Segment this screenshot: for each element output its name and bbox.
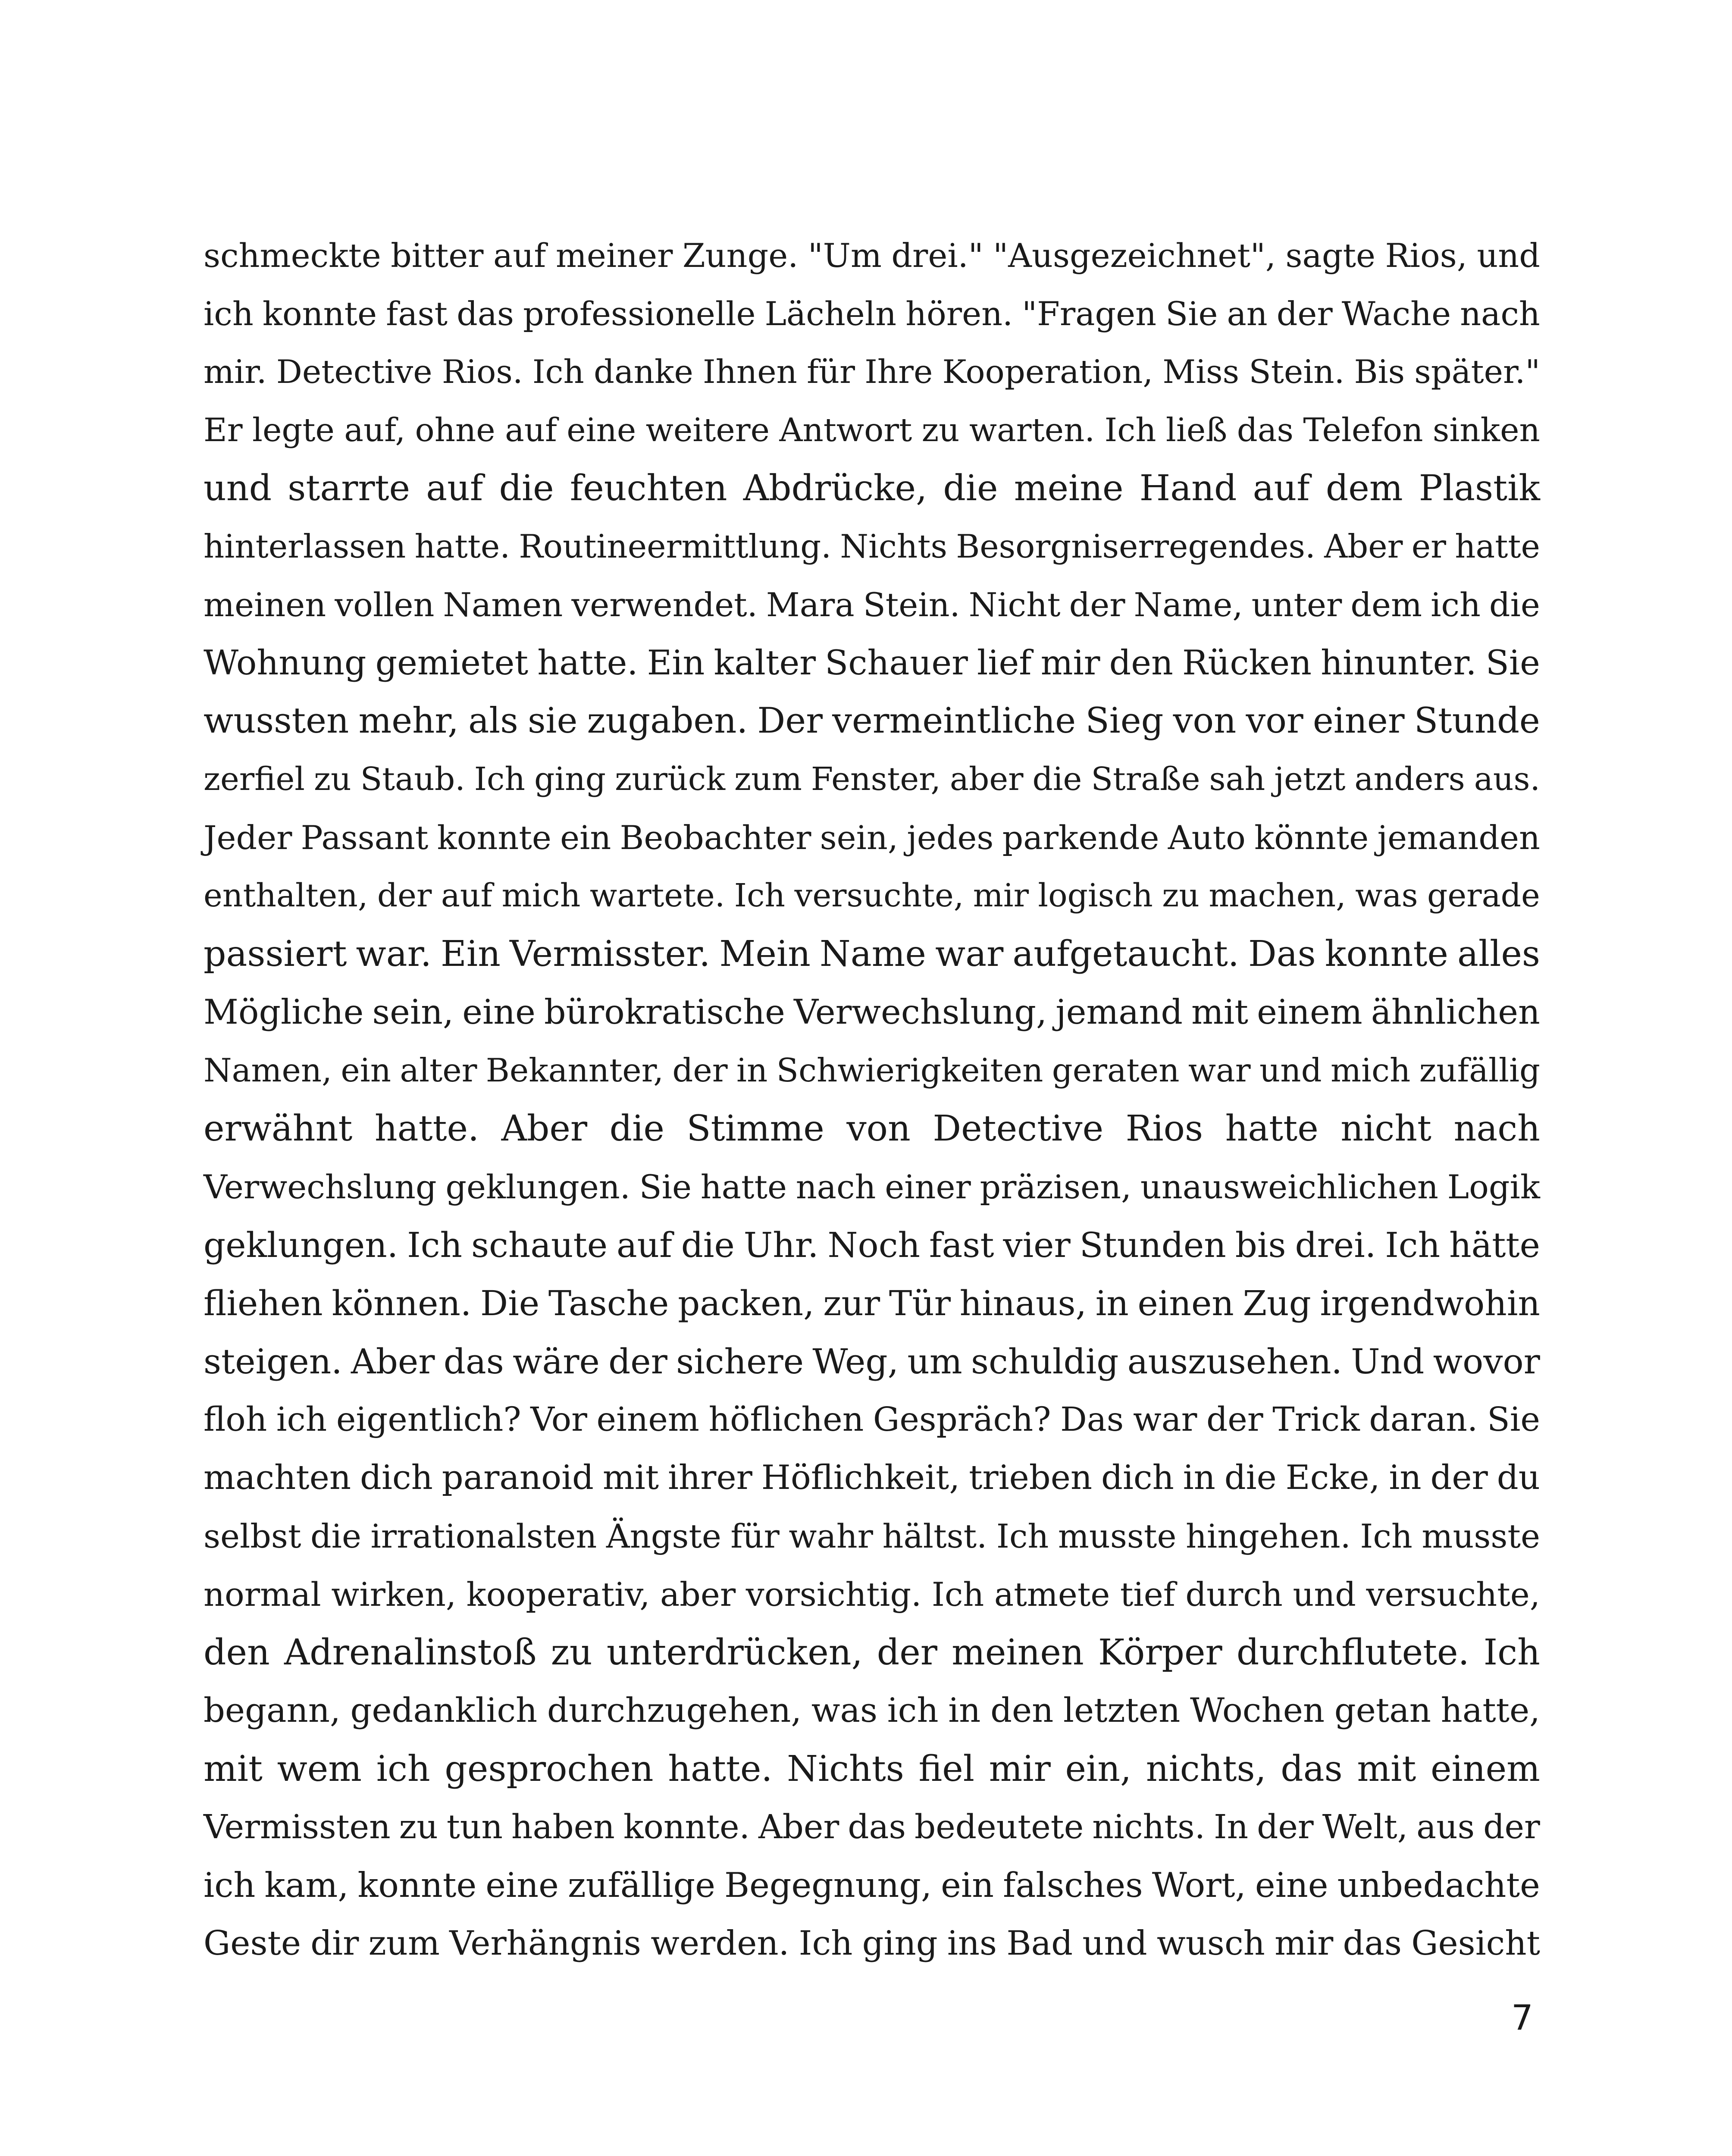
text-line: Jeder Passant konnte ein Beobachter sein, jedes parkende Auto könnte jemanden	[204, 818, 1540, 857]
text-line: begann, gedanklich durchzugehen, was ich in den letzten Wochen getan hatte,	[204, 1691, 1540, 1730]
text-line: floh ich eigentlich? Vor einem höflichen Gespräch? Das war der Trick daran. Sie	[204, 1401, 1540, 1439]
body-text	[204, 226, 1540, 1973]
text-line: Namen, ein alter Bekannter, der in Schwierigkeiten geraten war und mich zufällig	[204, 1051, 1540, 1089]
text-line: mit wem ich gesprochen hatte. Nichts fiel mir ein, nichts, das mit einem	[204, 1749, 1540, 1789]
text-line: ich kam, konnte eine zufällige Begegnung, ein falsches Wort, eine unbedachte	[204, 1865, 1540, 1905]
text-line: wussten mehr, als sie zugaben. Der vermeintliche Sieg von vor einer Stunde	[204, 701, 1540, 741]
text-line: enthalten, der auf mich wartete. Ich versuchte, mir logisch zu machen, was gerade	[204, 877, 1540, 914]
text-line: schmeckte bitter auf meiner Zunge. "Um drei." "Ausgezeichnet", sagte Rios, und	[204, 236, 1540, 275]
text-line: Mögliche sein, eine bürokratische Verwechslung, jemand mit einem ähnlichen	[204, 992, 1540, 1032]
text-line: den Adrenalinstoß zu unterdrücken, der meinen Körper durchflutete. Ich	[204, 1632, 1540, 1673]
text-line: steigen. Aber das wäre der sichere Weg, um schuldig auszusehen. Und wovor	[204, 1341, 1540, 1382]
text-line: meinen vollen Namen verwendet. Mara Stein. Nicht der Name, unter dem ich die	[204, 586, 1540, 624]
text-line: ich konnte fast das professionelle Lächeln hören. "Fragen Sie an der Wache nach	[204, 295, 1540, 333]
text-line: Verwechslung geklungen. Sie hatte nach einer präzisen, unausweichlichen Logik	[204, 1168, 1540, 1206]
page-number: 7	[1511, 1998, 1533, 2038]
text-line: Vermissten zu tun haben konnte. Aber das bedeutete nichts. In der Welt, aus der	[204, 1808, 1540, 1846]
text-line: Er legte auf, ohne auf eine weitere Antwort zu warten. Ich ließ das Telefon sinken	[204, 411, 1540, 449]
text-line: Geste dir zum Verhängnis werden. Ich ging ins Bad und wusch mir das Gesicht	[204, 1924, 1540, 1963]
text-line: fliehen können. Die Tasche packen, zur Tür hinaus, in einen Zug irgendwohin	[204, 1283, 1540, 1323]
text-line: und starrte auf die feuchten Abdrücke, die meine Hand auf dem Plastik	[204, 468, 1540, 509]
text-line: zerfiel zu Staub. Ich ging zurück zum Fenster, aber die Straße sah jetzt anders aus.	[204, 761, 1540, 798]
text-line: normal wirken, kooperativ, aber vorsichtig. Ich atmete tief durch und versuchte,	[204, 1575, 1540, 1614]
text-line: passiert war. Ein Vermisster. Mein Name war aufgetaucht. Das konnte alles	[204, 934, 1540, 975]
text-line: selbst die irrationalsten Ängste für wahr hältst. Ich musste hingehen. Ich musste	[204, 1517, 1540, 1555]
text-line: machten dich paranoid mit ihrer Höflichkeit, trieben dich in die Ecke, in der du	[204, 1458, 1540, 1497]
text-line: mir. Detective Rios. Ich danke Ihnen für Ihre Kooperation, Miss Stein. Bis später."	[204, 353, 1540, 391]
text-line: erwähnt hatte. Aber die Stimme von Detective Rios hatte nicht nach	[204, 1108, 1540, 1149]
text-line: Wohnung gemietet hatte. Ein kalter Schauer lief mir den Rücken hinunter. Sie	[204, 643, 1540, 683]
text-line: geklungen. Ich schaute auf die Uhr. Noch fast vier Stunden bis drei. Ich hätte	[204, 1225, 1540, 1265]
text-line: hinterlassen hatte. Routineermittlung. Nichts Besorgniserregendes. Aber er hatte	[204, 527, 1540, 565]
